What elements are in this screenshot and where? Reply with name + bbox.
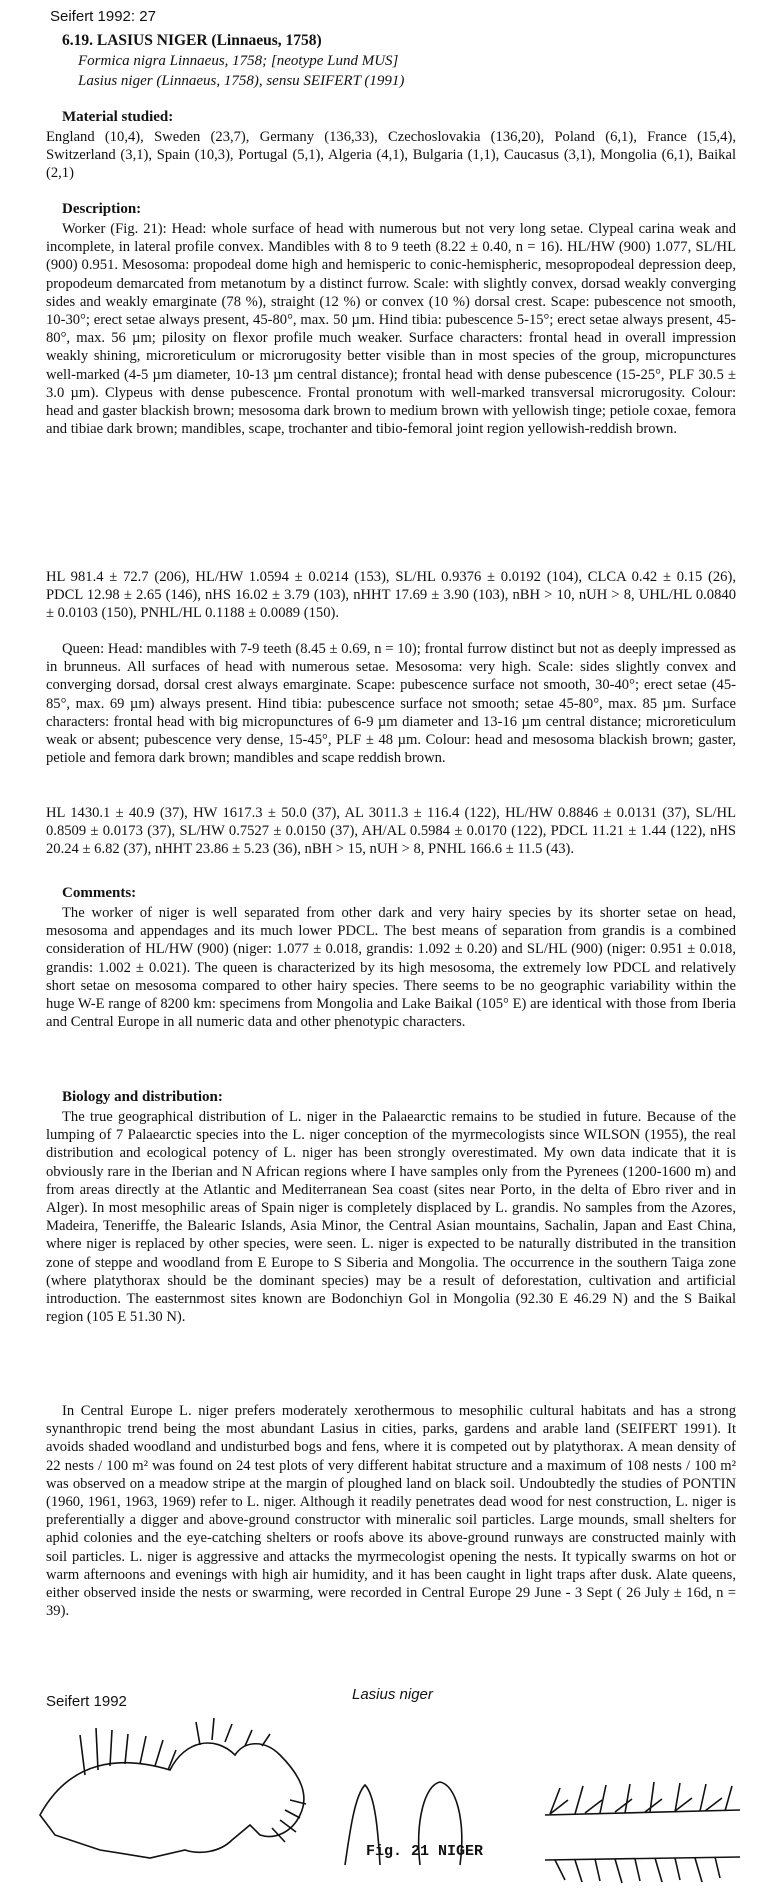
synonym-line-2: Lasius niger (Linnaeus, 1758), sensu SEIFERT (1991) [78, 73, 405, 89]
page-header: Seifert 1992: 27 [50, 8, 156, 25]
synonym-line-1: Formica nigra Linnaeus, 1758; [neotype Lund MUS] [78, 53, 399, 69]
comments-heading: Comments: [62, 885, 137, 901]
biology-heading: Biology and distribution: [62, 1089, 223, 1105]
worker-measurements: HL 981.4 ± 72.7 (206), HL/HW 1.0594 ± 0.0214 (153), SL/HL 0.9376 ± 0.0192 (104), CLCA 0.42 ± 0.15 (26), PDCL 12.98 ± 2.65 (146), nHS 16.02 ± 3.79 (103), nHHT 17.69 ± 3.90 (103), nBH > 10, nUH > 8, UHL/HL 0.0840 ± 0.0103 (150), PNHL/HL 0.1188 ± 0.0089 (150). [46, 569, 736, 622]
queen-description: Queen: Head: mandibles with 7-9 teeth (8.45 ± 0.69, n = 10); frontal furrow distinct but not as deeply impressed as in brunneus. All surfaces of head with numerous setae. Mesosoma: very high. Scale: sides slightly convex and converging dorsad, dorsal crest always emarginate. Scape: pubescence surface not smooth, 30-40°; erect setae (45-85°, max. 69 µm) always present. Hind tibia: pubescence surface not smooth; setae 45-80°, max. 85 µm. Surface characters: frontal head with big micropunctures of 6-9 µm diameter and 13-16 µm central distance; microreticulum weak or absent; pubescence very dense, 15-45°, PLF ± 48 µm. Colour: head and mesosoma blackish brown; gaster, petiole and femora dark brown; mandibles and scape reddish brown. [46, 641, 736, 767]
comments-text: The worker of niger is well separated from other dark and very hairy species by its shorter setae on head, mesosoma and appendages and its much lower PDCL. The best means of separation from grandis is a combined consideration of HL/HW (900) (niger: 1.077 ± 0.018, grandis: 1.092 ± 0.20) and SL/HL (900) (niger: 0.951 ± 0.018, grandis: 1.002 ± 0.021). The queen is characterized by its high mesosoma, the extremely low PDCL and relatively short setae on mesosoma compared to other hairy species. There seems to be no geographic variability within the huge W-E range of 8200 km: specimens from Mongolia and Lake Baikal (105° E) are identical with those from Iberia and Central Europe in all numeric data and other phenotypic characters. [46, 905, 736, 1031]
hind-tibia-drawing [545, 1857, 740, 1860]
figure-caption-species: Lasius niger [352, 1686, 433, 1703]
material-heading: Material studied: [62, 109, 174, 125]
footer-author: Seifert 1992 [46, 1693, 127, 1710]
worker-description: Worker (Fig. 21): Head: whole surface of head with numerous but not very long setae. Clypeal carina weak and incomplete, in lateral profile convex. Mandibles with 8 to 9 teeth (8.22 ± 0.40, n = 16). HL/HW (900) 1.077, SL/HL (900) 0.951. Mesosoma: propodeal dome high and hemisperic to conic-hemispheric, mesopropodeal depression deep, propodeum demarcated from metanotum by a distinct furrow. Scale: with slightly convex, dorsad weakly converging sides and weakly emarginate (78 %), straight (12 %) or convex (10 %) dorsal crest. Scape: pubescence not smooth, 10-30°; erect setae always present, 45-80°, max. 50 µm. Hind tibia: pubescence 5-15°; erect setae always present, 45-80°, max. 56 µm; pilosity on flexor profile much weaker. Surface characters: frontal head in overall impression weakly shining, microreticulum or microrugosity better visible than in most species of the group, micropunctures well-marked (4-5 µm diameter, 10-13 µm central distance); frontal head with dense pubescence (15-25°, PLF 30.5 ± 3.0 µm). Clypeus with dense pubescence. Frontal pronotum with well-marked transversal microrugosity. Colour: head and gaster blackish brown; mesosoma dark brown to medium brown with yellowish tinge; petiole coxae, femora and tibiae dark brown; mandibles, scape, trochanter and tibio-femoral joint region yellowish-reddish brown. [46, 221, 736, 438]
figure-label: Fig. 21 NIGER [366, 1843, 484, 1860]
species-title: 6.19. LASIUS NIGER (Linnaeus, 1758) [62, 32, 322, 49]
biology-paragraph-1: The true geographical distribution of L. niger in the Palaearctic remains to be studied in future. Because of the lumping of 7 Palaearctic species into the L. niger conception of the myrmecologists since WILSON (1955), the real distribution and ecological potency of L. niger has been strongly overestimated. My own data indicate that it is obviously rare in the Iberian and N African regions where I have samples only from the Pyrenees (1200-1600 m) and from areas directly at the Atlantic and Mediterranean Sea coast (sites near Porto, in the delta of Ebro river and in Alger). In most mesophilic areas of Spain niger is completely displaced by L. grandis. No samples from the Azores, Madeira, Teneriffe, the Balearic Islands, Asia Minor, the Central Asian mountains, Sachalin, Japan and East China, where niger is replaced by other species, were seen. L. niger is expected to be naturally distributed in the transition zone of steppe and woodland from E Europe to S Siberia and Mongolia. The occurrence in the southern Taiga zone (where platythorax should be the dominant species) may be a result of deforestation, cultivation and artificial introduction. The easternmost sites known are Bodonchiyn Gol in Mongolia (92.30 E 46.29 N) and the S Baikal region (105 E 51.30 N). [46, 1109, 736, 1326]
ant-morphology-figure [0, 1700, 778, 1890]
description-heading: Description: [62, 201, 142, 217]
biology-paragraph-2: In Central Europe L. niger prefers moderately xerothermous to mesophilic cultural habitats and has a strong synanthropic trend being the most abundant Lasius in cities, parks, gardens and arable land (SEIFERT 1991). It avoids shaded woodland and undisturbed bogs and fens, where it is competed out by platythorax. A mean density of 22 nests / 100 m² was found on 24 test plots of very different habitat structure and a maximum of 108 nests / 100 m² was observed on a meadow stripe at the margin of ploughed land on black soil. Undoubtedly the studies of PONTIN (1960, 1961, 1963, 1969) refer to L. niger. Although it readily penetrates dead wood for nest construction, L. niger is preferentially a digger and above-ground constructor with mineralic soil particles. Large mounds, small shelters for aphid colonies and the eye-catching shelters or roofs above its above-ground runways are constructed mainly with soil particles. L. niger is aggressive and attacks the myrmecologist opening the nests. It typically swarms on hot or warm afternoons and evenings with high air humidity, and it has been caught in light traps after dusk. Alate queens, either observed inside the nests or swarming, were recorded in Central Europe 29 June - 3 Sept ( 26 July ± 16d, n = 39). [46, 1403, 736, 1620]
queen-measurements: HL 1430.1 ± 40.9 (37), HW 1617.3 ± 50.0 (37), AL 3011.3 ± 116.4 (122), HL/HW 0.8846 ± 0.0131 (37), SL/HL 0.8509 ± 0.0173 (37), SL/HW 0.7527 ± 0.0150 (37), AH/AL 0.5984 ± 0.0170 (122), PDCL 11.21 ± 1.44 (122), nHS 20.24 ± 6.82 (37), nHHT 23.86 ± 5.23 (36), nBH > 15, nUH > 8, PNHL 166.6 ± 11.5 (43). [46, 805, 736, 858]
scape-drawing [545, 1810, 740, 1815]
material-text: England (10,4), Sweden (23,7), Germany (136,33), Czechoslovakia (136,20), Poland (6,1), France (15,4), Switzerland (3,1), Spain (10,3), Portugal (5,1), Algeria (4,1), Bulgaria (1,1), Caucasus (3,1), Mongolia (6,1), Baikal (2,1) [46, 129, 736, 182]
